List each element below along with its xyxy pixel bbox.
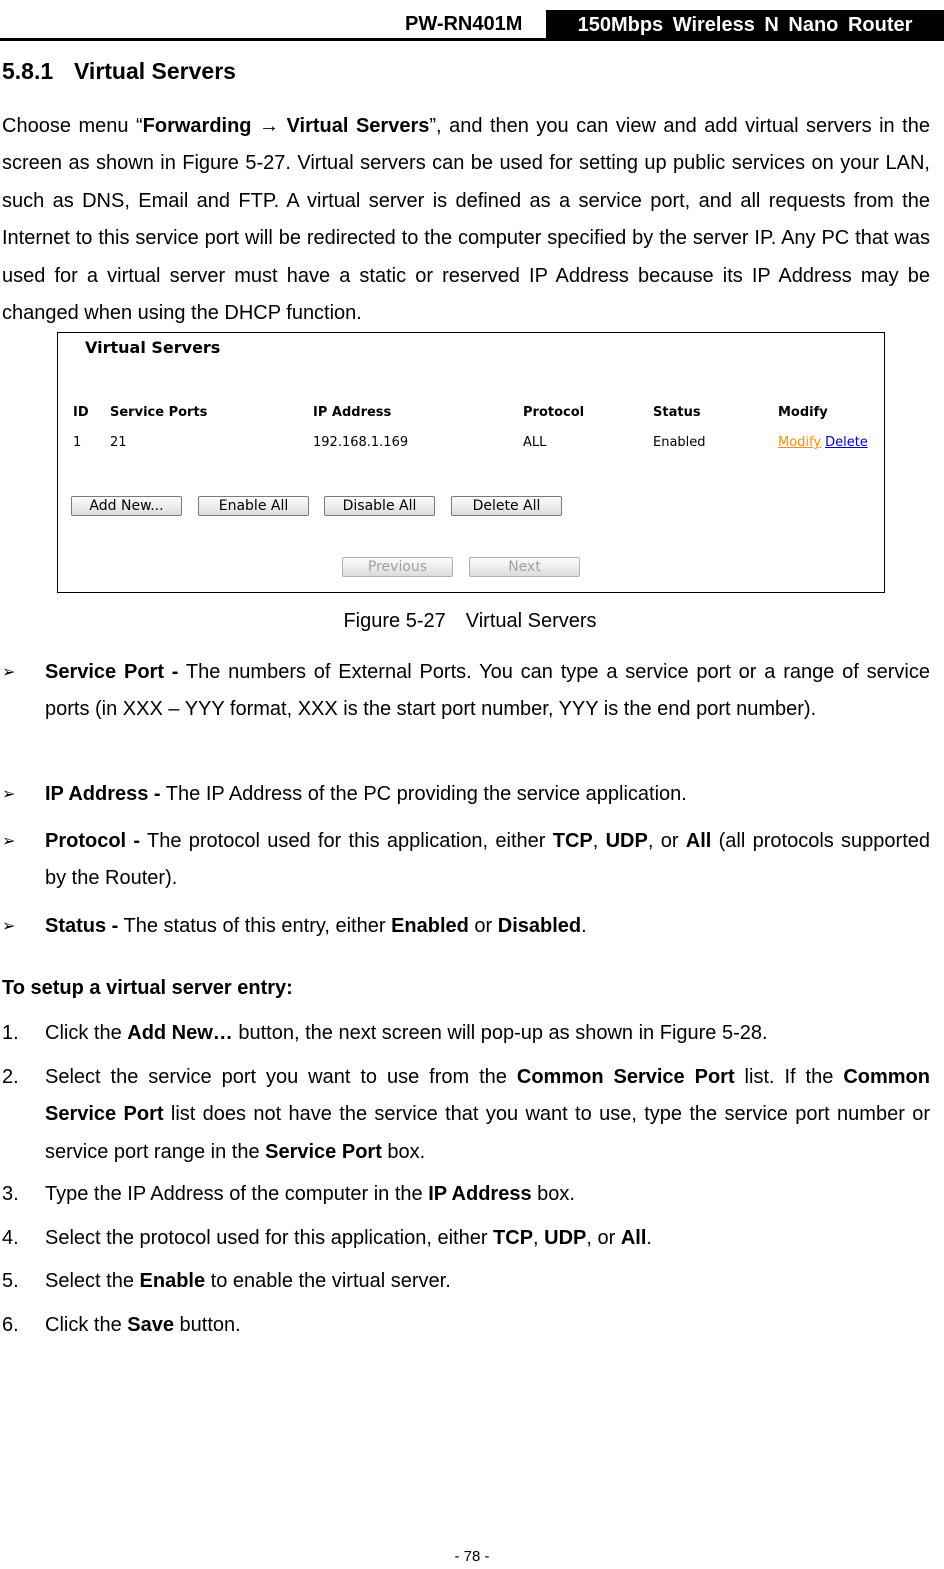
row-modify <box>778 435 868 450</box>
step-number: 6. <box>2 1314 19 1336</box>
step-number: 3. <box>2 1183 19 1205</box>
step-text: . <box>646 1227 652 1249</box>
step-text: button, the next screen will pop-up as shown in Figure 5-28. <box>232 1022 768 1044</box>
definition: The numbers of External Ports. You can type a service port or a range of service ports (in XXX – YYY format, XXX is the start port number, YYY is the end port number). <box>45 661 930 721</box>
protocol-udp: UDP <box>605 830 648 852</box>
step-text: Select the service port you want to use from the <box>45 1066 517 1088</box>
page-header <box>0 10 944 40</box>
menu-arrow-icon: → <box>259 115 280 137</box>
menu-virtual-servers: Virtual Servers <box>286 115 430 137</box>
separator: , or <box>647 830 686 852</box>
product-name: 150Mbps Wireless N Nano Router <box>546 10 944 40</box>
step-number: 2. <box>2 1066 19 1088</box>
step-4 <box>0 1220 930 1257</box>
intro-text-1: Choose menu “ <box>2 115 143 137</box>
step-text: box. <box>531 1183 575 1205</box>
definition: The protocol used for this application, either <box>140 830 553 852</box>
term: Protocol - <box>45 830 141 852</box>
step-5 <box>0 1263 930 1300</box>
screenshot-title: Virtual Servers <box>85 338 221 357</box>
step-bold: IP Address <box>428 1183 532 1205</box>
row-status: Enabled <box>653 435 706 450</box>
term: IP Address - <box>45 783 161 805</box>
step-text: Click the <box>45 1314 128 1336</box>
step-bold: UDP <box>544 1227 587 1249</box>
step-number: 5. <box>2 1270 19 1292</box>
section-title-text: Virtual Servers <box>74 58 236 84</box>
figure-number: Figure 5-27 <box>343 610 446 632</box>
definition: The IP Address of the PC providing the service application. <box>160 783 687 805</box>
figure-caption <box>0 610 940 633</box>
row-protocol: ALL <box>523 435 547 450</box>
step-bold: Common Service Port <box>516 1066 735 1088</box>
definition-tail: . <box>581 915 587 937</box>
arrow-bullet-icon: ➢ <box>2 918 16 935</box>
step-text: to enable the virtual server. <box>205 1270 451 1292</box>
bullet-service-port <box>0 654 930 729</box>
setup-heading: To setup a virtual server entry: <box>2 977 293 999</box>
step-bold: Common Service Port <box>45 1066 930 1126</box>
step-bold: Enable <box>139 1270 206 1292</box>
step-bold: TCP <box>493 1227 534 1249</box>
separator: , <box>592 830 606 852</box>
step-text: , or <box>586 1227 621 1249</box>
step-6 <box>0 1307 930 1344</box>
col-service-ports: Service Ports <box>110 405 208 420</box>
bullet-status <box>0 908 930 945</box>
enable-all-button[interactable]: Enable All <box>198 496 309 516</box>
previous-button[interactable]: Previous <box>342 557 453 577</box>
step-text: list. If the <box>734 1066 844 1088</box>
arrow-bullet-icon: ➢ <box>2 664 16 681</box>
col-ip-address: IP Address <box>313 405 392 420</box>
bullet-ip-address <box>0 776 930 813</box>
step-text: list does not have the service that you want to use, type the service port number or service port range in the <box>45 1103 930 1163</box>
intro-text-2: ”, and then you can view and add virtual servers in the screen as shown in Figure 5-27. Virtual servers can be used for setting up public services on your LAN, such as DNS, Email and FTP. A virtual server is defined as a service port, and all requests from the Internet to this service port will be redirected to the computer specified by the server IP. Any PC that was used for a virtual server must have a static or reserved IP Address because its IP Address may be changed when using the DHCP function. <box>2 115 930 325</box>
delete-all-button[interactable]: Delete All <box>451 496 562 516</box>
arrow-bullet-icon: ➢ <box>2 833 16 850</box>
step-bold: All <box>620 1227 647 1249</box>
step-2 <box>0 1059 930 1171</box>
section-number: 5.8.1 <box>2 58 54 84</box>
page-number: - 78 - <box>454 1548 490 1565</box>
col-id: ID <box>73 405 89 420</box>
step-text: Select the protocol used for this application, either <box>45 1227 494 1249</box>
col-modify: Modify <box>778 405 828 420</box>
delete-link[interactable]: Delete <box>825 435 868 450</box>
step-bold: Add New… <box>127 1022 233 1044</box>
status-enabled: Enabled <box>391 915 469 937</box>
status-disabled: Disabled <box>497 915 582 937</box>
step-text: Click the <box>45 1022 128 1044</box>
step-text: box. <box>381 1140 426 1163</box>
intro-paragraph <box>2 108 930 332</box>
col-protocol: Protocol <box>523 405 585 420</box>
row-id: 1 <box>73 435 82 450</box>
step-number: 4. <box>2 1227 19 1249</box>
col-status: Status <box>653 405 701 420</box>
menu-forwarding: Forwarding <box>142 115 252 137</box>
step-text: , <box>533 1227 545 1249</box>
step-bold: Service Port <box>265 1140 382 1163</box>
bullet-protocol <box>0 823 930 898</box>
section-title <box>2 58 236 85</box>
figure-title: Virtual Servers <box>465 610 597 632</box>
definition-tail: (all protocols supported by the Router). <box>45 830 931 890</box>
term: Service Port - <box>45 661 179 683</box>
step-1 <box>0 1015 930 1052</box>
next-button[interactable]: Next <box>469 557 580 577</box>
model-name: PW-RN401M <box>405 13 523 35</box>
virtual-servers-screenshot <box>57 332 885 593</box>
header-rule <box>0 38 944 41</box>
modify-link[interactable]: Modify <box>778 435 822 450</box>
arrow-bullet-icon: ➢ <box>2 786 16 803</box>
step-3 <box>0 1176 930 1213</box>
separator: or <box>468 915 498 937</box>
protocol-tcp: TCP <box>552 830 593 852</box>
disable-all-button[interactable]: Disable All <box>324 496 435 516</box>
row-service-ports: 21 <box>110 435 127 450</box>
step-text: Type the IP Address of the computer in the <box>45 1183 429 1205</box>
step-text: Select the <box>45 1270 140 1292</box>
protocol-all: All <box>685 830 712 852</box>
add-new-button[interactable]: Add New... <box>71 496 182 516</box>
row-ip-address: 192.168.1.169 <box>313 435 409 450</box>
step-text: button. <box>173 1314 241 1336</box>
step-bold: Save <box>127 1314 174 1336</box>
step-number: 1. <box>2 1022 19 1044</box>
term: Status - <box>45 915 119 937</box>
definition: The status of this entry, either <box>118 915 392 937</box>
